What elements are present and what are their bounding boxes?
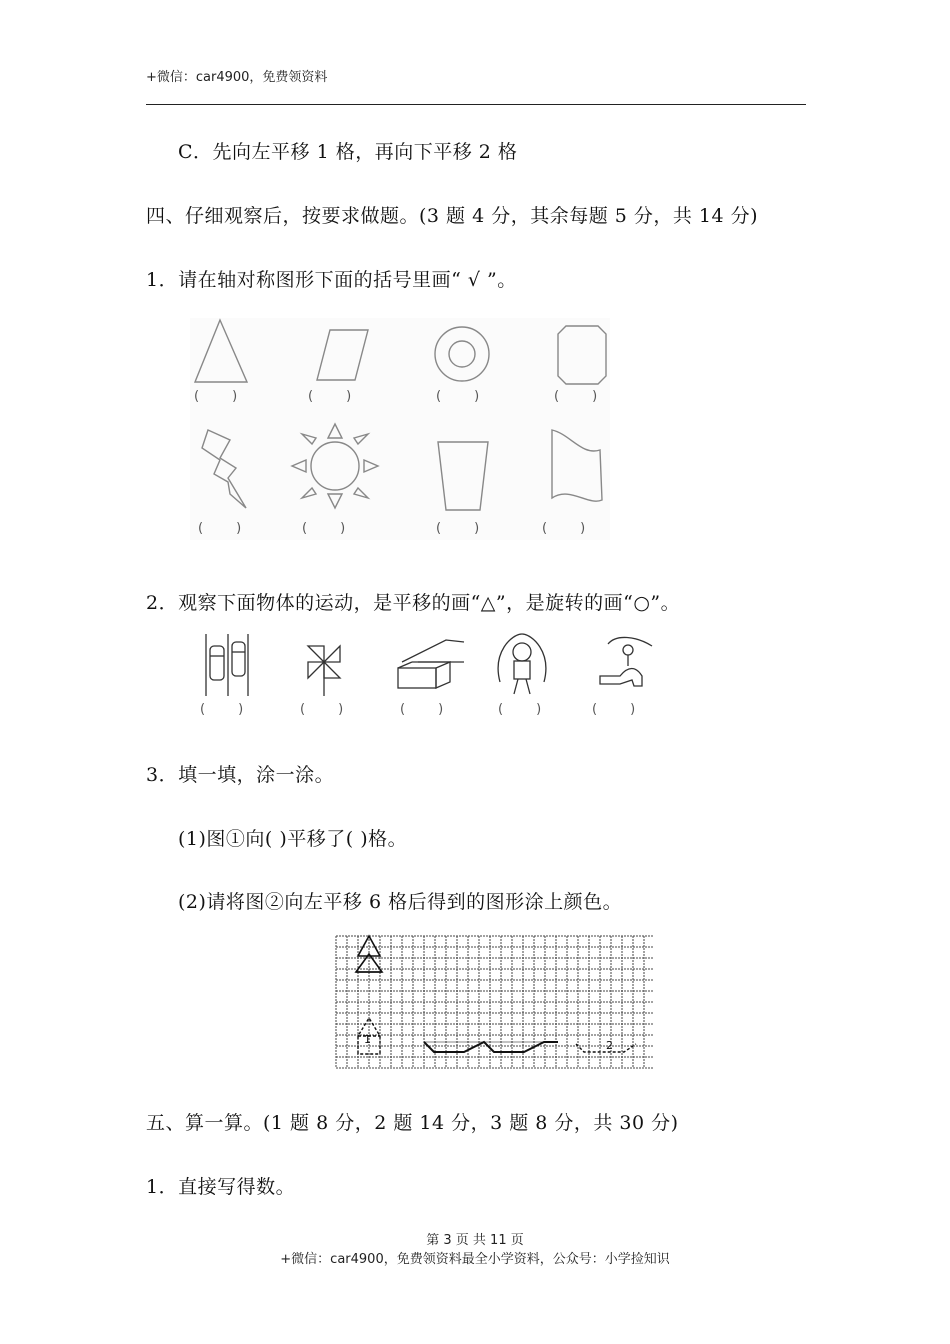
translation-grid-figure [330,932,654,1072]
trapezoid-icon [438,442,488,510]
triangle-icon [195,320,247,382]
wave-flag-icon [552,430,602,501]
answer-blank: ( ) [198,521,242,536]
answer-blank: ( ) [436,521,480,536]
header-rule [146,104,806,105]
page-number: 第 3 页 共 11 页 [426,1233,524,1248]
answer-blank: ( ) [302,521,346,536]
octagon-icon [558,326,606,384]
cars-icon [206,634,248,696]
answer-blank: ( ) [308,389,352,404]
answer-blank: ( ) [200,702,244,717]
section-4-title: 四、仔细观察后，按要求做题。(3 题 4 分，其余每题 5 分，共 14 分) [146,205,759,227]
answer-blank: ( ) [498,702,542,717]
question-3: 3．填一填，涂一涂。 [146,764,335,786]
sun-icon [292,424,378,508]
answer-blank: ( ) [554,389,598,404]
question-3-part-1: (1)图①向( )平移了( )格。 [178,828,408,850]
symmetry-shapes-figure [190,318,610,540]
answer-blank: ( ) [400,702,444,717]
question-1: 1．请在轴对称图形下面的括号里画“ √ ”。 [146,269,517,291]
drawer-icon [398,640,464,688]
figure-2-label: 2 [606,1039,613,1052]
answer-blank: ( ) [542,521,586,536]
footer-text: +微信：car4900，免费领资料最全小学资料，公众号：小学捡知识 [280,1252,670,1267]
lightning-icon [202,430,246,508]
answer-blank: ( ) [436,389,480,404]
motion-objects-figure [196,632,666,724]
header-text: +微信：car4900，免费领资料 [146,70,328,85]
girl-jumping-rope-icon [498,634,546,694]
section-5-question-1: 1．直接写得数。 [146,1176,296,1198]
answer-blank: ( ) [300,702,344,717]
faucet-icon [600,637,652,686]
option-c: C．先向左平移 1 格，再向下平移 2 格 [178,141,518,163]
question-2: 2．观察下面物体的运动，是平移的画“△”，是旋转的画“○”。 [146,592,681,614]
figure-1-label: 1 [364,1033,371,1046]
parallelogram-icon [317,330,368,380]
answer-blank: ( ) [194,389,238,404]
ring-icon [435,327,489,381]
question-3-part-2: (2)请将图②向左平移 6 格后得到的图形涂上颜色。 [178,891,623,913]
zigzag-figure [424,1042,558,1052]
section-5-title: 五、算一算。(1 题 8 分，2 题 14 分，3 题 8 分，共 30 分) [146,1112,679,1134]
pinwheel-icon [308,646,340,696]
answer-blank: ( ) [592,702,636,717]
